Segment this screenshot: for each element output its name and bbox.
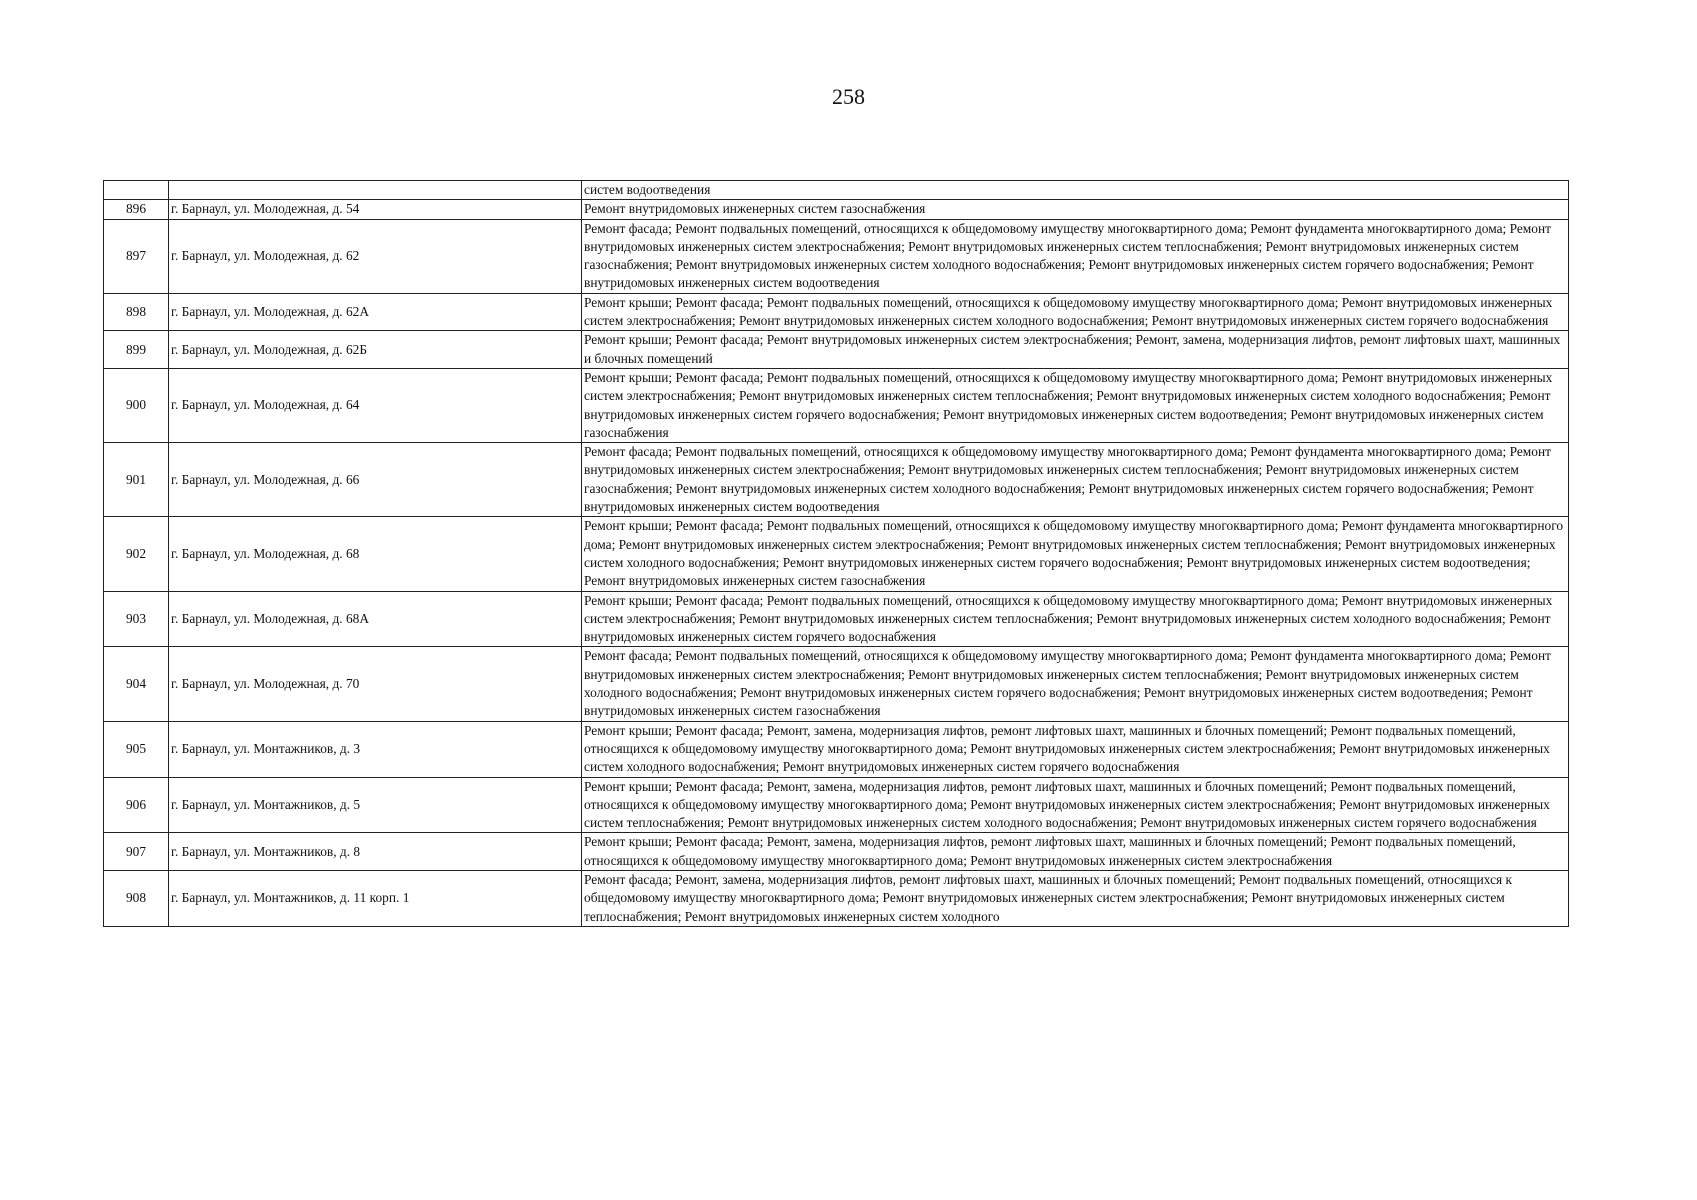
table-row	[104, 721, 1569, 777]
works-cell: Ремонт крыши; Ремонт фасада; Ремонт подвальных помещений, относящихся к общедомовому имуществу многоквартирного дома; Ремонт внутридомовых инженерных систем электроснабжения; Ремонт внутридомовых инженерных систем теплоснабжения; Ремонт внутридомовых инженерных систем холодного водоснабжения; Ремонт внутридомовых инженерных систем горячего водоснабжения	[582, 591, 1569, 647]
address-cell	[169, 181, 582, 200]
table-row	[104, 200, 1569, 219]
works-cell: Ремонт крыши; Ремонт фасада; Ремонт подвальных помещений, относящихся к общедомовому имуществу многоквартирного дома; Ремонт фундамента многоквартирного дома; Ремонт внутридомовых инженерных систем электроснабжения; Ремонт внутридомовых инженерных систем теплоснабжения; Ремонт внутридомовых инженерных систем холодного водоснабжения; Ремонт внутридомовых инженерных систем горячего водоснабжения; Ремонт внутридомовых инженерных систем водоотведения; Ремонт внутридомовых инженерных систем газоснабжения	[582, 517, 1569, 591]
table-row	[104, 443, 1569, 517]
number-cell: 898	[104, 293, 169, 331]
table-row	[104, 331, 1569, 369]
number-cell	[104, 181, 169, 200]
address-cell: г. Барнаул, ул. Молодежная, д. 68А	[169, 591, 582, 647]
number-cell: 904	[104, 647, 169, 721]
address-cell: г. Барнаул, ул. Монтажников, д. 8	[169, 833, 582, 871]
number-cell: 897	[104, 219, 169, 293]
continuation-row	[104, 181, 1569, 200]
address-cell: г. Барнаул, ул. Молодежная, д. 62	[169, 219, 582, 293]
address-cell: г. Барнаул, ул. Молодежная, д. 66	[169, 443, 582, 517]
address-cell: г. Барнаул, ул. Молодежная, д. 70	[169, 647, 582, 721]
number-cell: 900	[104, 368, 169, 442]
works-cell: Ремонт крыши; Ремонт фасада; Ремонт подвальных помещений, относящихся к общедомовому имуществу многоквартирного дома; Ремонт внутридомовых инженерных систем электроснабжения; Ремонт внутридомовых инженерных систем холодного водоснабжения; Ремонт внутридомовых инженерных систем горячего водоснабжения	[582, 293, 1569, 331]
table-row	[104, 293, 1569, 331]
address-cell: г. Барнаул, ул. Молодежная, д. 62А	[169, 293, 582, 331]
table-row	[104, 777, 1569, 833]
page-number: 258	[832, 84, 865, 109]
number-cell: 899	[104, 331, 169, 369]
works-cell: Ремонт крыши; Ремонт фасада; Ремонт внутридомовых инженерных систем электроснабжения; Ремонт, замена, модернизация лифтов, ремонт лифтовых шахт, машинных и блочных помещений	[582, 331, 1569, 369]
number-cell: 902	[104, 517, 169, 591]
works-cell: Ремонт крыши; Ремонт фасада; Ремонт, замена, модернизация лифтов, ремонт лифтовых шахт, машинных и блочных помещений; Ремонт подвальных помещений, относящихся к общедомовому имуществу многоквартирного дома; Ремонт внутридомовых инженерных систем электроснабжения; Ремонт внутридомовых инженерных систем холодного водоснабжения; Ремонт внутридомовых инженерных систем горячего водоснабжения	[582, 721, 1569, 777]
table-row	[104, 517, 1569, 591]
works-cell: Ремонт крыши; Ремонт фасада; Ремонт, замена, модернизация лифтов, ремонт лифтовых шахт, машинных и блочных помещений; Ремонт подвальных помещений, относящихся к общедомовому имуществу многоквартирного дома; Ремонт внутридомовых инженерных систем электроснабжения	[582, 833, 1569, 871]
table-row	[104, 833, 1569, 871]
number-cell: 908	[104, 870, 169, 926]
address-cell: г. Барнаул, ул. Молодежная, д. 54	[169, 200, 582, 219]
address-cell: г. Барнаул, ул. Монтажников, д. 5	[169, 777, 582, 833]
number-cell: 896	[104, 200, 169, 219]
table-row	[104, 591, 1569, 647]
table-row	[104, 219, 1569, 293]
works-cell: систем водоотведения	[582, 181, 1569, 200]
works-cell: Ремонт фасада; Ремонт подвальных помещений, относящихся к общедомовому имуществу многоквартирного дома; Ремонт фундамента многоквартирного дома; Ремонт внутридомовых инженерных систем электроснабжения; Ремонт внутридомовых инженерных систем теплоснабжения; Ремонт внутридомовых инженерных систем холодного водоснабжения; Ремонт внутридомовых инженерных систем горячего водоснабжения; Ремонт внутридомовых инженерных систем водоотведения; Ремонт внутридомовых инженерных систем газоснабжения	[582, 647, 1569, 721]
number-cell: 905	[104, 721, 169, 777]
address-cell: г. Барнаул, ул. Молодежная, д. 64	[169, 368, 582, 442]
address-cell: г. Барнаул, ул. Молодежная, д. 62Б	[169, 331, 582, 369]
works-cell: Ремонт фасада; Ремонт подвальных помещений, относящихся к общедомовому имуществу многоквартирного дома; Ремонт фундамента многоквартирного дома; Ремонт внутридомовых инженерных систем электроснабжения; Ремонт внутридомовых инженерных систем теплоснабжения; Ремонт внутридомовых инженерных систем газоснабжения; Ремонт внутридомовых инженерных систем холодного водоснабжения; Ремонт внутридомовых инженерных систем горячего водоснабжения; Ремонт внутридомовых инженерных систем водоотведения	[582, 443, 1569, 517]
number-cell: 901	[104, 443, 169, 517]
number-cell: 906	[104, 777, 169, 833]
works-cell: Ремонт крыши; Ремонт фасада; Ремонт подвальных помещений, относящихся к общедомовому имуществу многоквартирного дома; Ремонт внутридомовых инженерных систем электроснабжения; Ремонт внутридомовых инженерных систем теплоснабжения; Ремонт внутридомовых инженерных систем холодного водоснабжения; Ремонт внутридомовых инженерных систем горячего водоснабжения; Ремонт внутридомовых инженерных систем водоотведения; Ремонт внутридомовых инженерных систем газоснабжения	[582, 368, 1569, 442]
address-cell: г. Барнаул, ул. Монтажников, д. 11 корп. 1	[169, 870, 582, 926]
number-cell: 907	[104, 833, 169, 871]
table-row	[104, 368, 1569, 442]
registry-table-body	[104, 181, 1569, 927]
table-row	[104, 647, 1569, 721]
works-cell: Ремонт внутридомовых инженерных систем газоснабжения	[582, 200, 1569, 219]
number-cell: 903	[104, 591, 169, 647]
registry-table	[103, 180, 1569, 927]
works-cell: Ремонт крыши; Ремонт фасада; Ремонт, замена, модернизация лифтов, ремонт лифтовых шахт, машинных и блочных помещений; Ремонт подвальных помещений, относящихся к общедомовому имуществу многоквартирного дома; Ремонт внутридомовых инженерных систем электроснабжения; Ремонт внутридомовых инженерных систем теплоснабжения; Ремонт внутридомовых инженерных систем холодного водоснабжения; Ремонт внутридомовых инженерных систем горячего водоснабжения	[582, 777, 1569, 833]
works-cell: Ремонт фасада; Ремонт, замена, модернизация лифтов, ремонт лифтовых шахт, машинных и блочных помещений; Ремонт подвальных помещений, относящихся к общедомовому имуществу многоквартирного дома; Ремонт внутридомовых инженерных систем электроснабжения; Ремонт внутридомовых инженерных систем теплоснабжения; Ремонт внутридомовых инженерных систем холодного	[582, 870, 1569, 926]
address-cell: г. Барнаул, ул. Монтажников, д. 3	[169, 721, 582, 777]
table-row	[104, 870, 1569, 926]
works-cell: Ремонт фасада; Ремонт подвальных помещений, относящихся к общедомовому имуществу многоквартирного дома; Ремонт фундамента многоквартирного дома; Ремонт внутридомовых инженерных систем электроснабжения; Ремонт внутридомовых инженерных систем теплоснабжения; Ремонт внутридомовых инженерных систем газоснабжения; Ремонт внутридомовых инженерных систем холодного водоснабжения; Ремонт внутридомовых инженерных систем горячего водоснабжения; Ремонт внутридомовых инженерных систем водоотведения	[582, 219, 1569, 293]
address-cell: г. Барнаул, ул. Молодежная, д. 68	[169, 517, 582, 591]
